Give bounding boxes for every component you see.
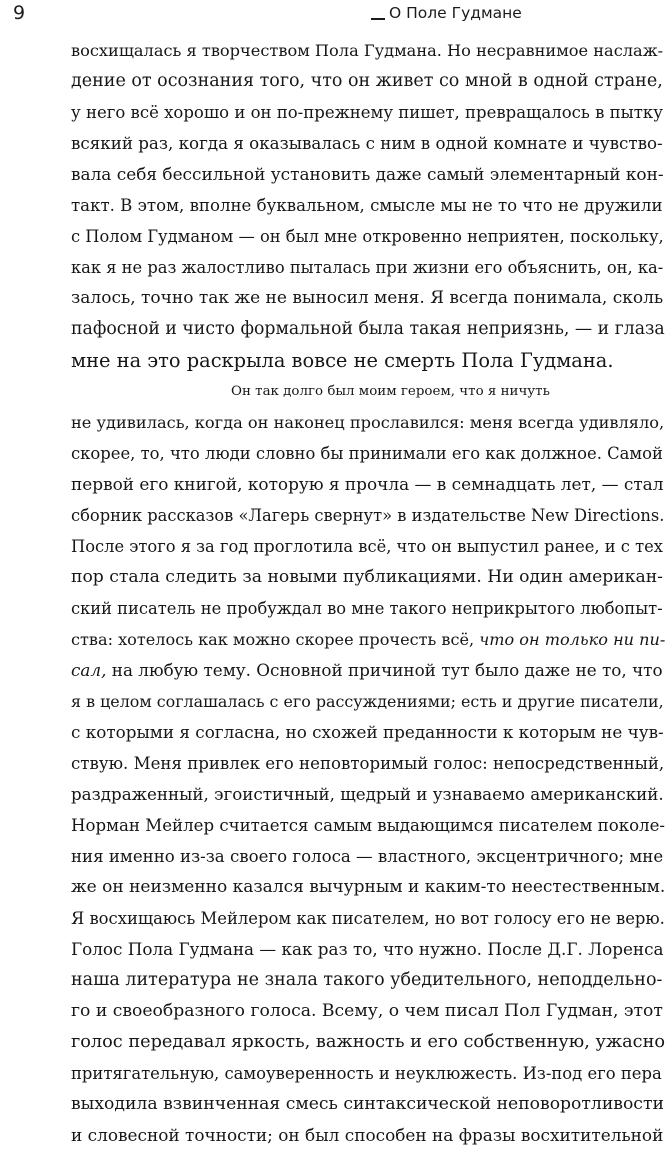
line-text: с которыми я согласна, но схожей преданности к которым не чув- xyxy=(71,722,664,742)
line-text: такт. В этом, вполне буквальном, смысле мы не то что не дружили xyxy=(71,196,663,215)
text-line xyxy=(71,593,665,624)
line-text: и словесной точности; он был способен на фразы восхитительной xyxy=(71,1125,664,1145)
text-line xyxy=(71,779,665,810)
text-line xyxy=(71,500,665,531)
line-text: же он неизменно казался вычурным и каким-то неестественным. xyxy=(71,877,666,897)
text-line xyxy=(71,1120,665,1151)
text-line xyxy=(71,376,665,407)
line-text: пафосной и чисто формальной была такая неприязнь, — и глаза xyxy=(71,319,665,339)
line-text: Норман Мейлер считается самым выдающимся писателем поколе- xyxy=(71,816,666,835)
line-text: ствую. Меня привлек его неповторимый голос: непосредственный, xyxy=(71,754,665,773)
text-line xyxy=(71,469,665,500)
text-line xyxy=(71,128,665,159)
line-text: с Полом Гудманом — он был мне откровенно неприятен, поскольку, xyxy=(71,227,664,246)
line-text: выходила взвинченная смесь синтаксической неповоротливости xyxy=(71,1094,664,1114)
text-line xyxy=(71,810,665,841)
text-line xyxy=(71,655,665,686)
line-text: наша литература не знала такого убедительного, неподдельно- xyxy=(71,970,663,990)
text-line xyxy=(71,531,665,562)
text-line xyxy=(71,97,665,128)
text-line xyxy=(71,221,665,252)
line-text: не удивилась, когда он наконец прославился: меня всегда удивляло, xyxy=(71,413,665,432)
text-line xyxy=(71,717,665,748)
line-text: ства: хотелось как можно скорее прочесть всё, xyxy=(71,630,480,649)
line-text: После этого я за год проглотила всё, что он выпустил ранее, и с тех xyxy=(71,537,663,556)
text-line xyxy=(71,903,665,934)
italic-text: сал, xyxy=(71,660,107,680)
line-text: у него всё хорошо и он по-прежнему пишет, превращалось в пытку xyxy=(71,103,663,122)
text-line xyxy=(71,686,665,717)
line-text: притягательную, самоуверенность и неуклюжесть. Из-под его пера xyxy=(71,1064,662,1083)
text-line xyxy=(71,407,665,438)
line-text: скорее, то, что люди словно бы принимали его как должное. Самой xyxy=(71,444,663,463)
text-line xyxy=(71,190,665,221)
text-line xyxy=(71,841,665,872)
text-line xyxy=(71,996,665,1027)
text-line xyxy=(71,1058,665,1089)
text-line xyxy=(71,345,665,376)
line-text: дение от осознания того, что он живет со мной в одной стране, xyxy=(71,71,663,91)
text-line xyxy=(71,624,665,655)
text-line xyxy=(71,934,665,965)
line-text: голос передавал яркость, важность и его собственную, ужасно xyxy=(71,1032,666,1052)
text-line xyxy=(71,252,665,283)
line-text: первой его книгой, которую я прочла — в семнадцать лет, — стал xyxy=(71,474,664,494)
line-text: Он так долго был моим героем, что я ничуть xyxy=(231,384,550,399)
text-line xyxy=(71,748,665,779)
text-line xyxy=(71,438,665,469)
text-line xyxy=(71,314,665,345)
line-text: как я не раз жалостливо пыталась при жизни его объяснить, он, ка- xyxy=(71,258,664,277)
line-text: раздраженный, эгоистичный, щедрый и узнаваемо американский. xyxy=(71,784,664,804)
text-line xyxy=(71,283,665,314)
line-text: Я восхищаюсь Мейлером как писателем, но вот голосу его не верю. xyxy=(71,909,665,928)
line-text: залось, точно так же не выносил меня. Я всегда понимала, сколь xyxy=(71,288,664,308)
text-line xyxy=(71,35,665,66)
line-text: Голос Пола Гудмана — как раз то, что нужно. После Д.Г. Лоренса xyxy=(71,939,664,959)
text-line xyxy=(71,1027,665,1058)
running-head-rule xyxy=(371,18,385,20)
text-line xyxy=(71,66,665,97)
text-line xyxy=(71,562,665,593)
line-text: на любую тему. Основной причиной тут было даже не то, что xyxy=(106,660,663,680)
line-text: ский писатель не пробуждал во мне такого неприкрытого любопыт- xyxy=(71,599,663,618)
line-text: мне на это раскрыла вовсе не смерть Пола Гудмана. xyxy=(71,349,614,372)
running-head-title: О Поле Гудмане xyxy=(389,4,522,22)
line-text: го и своеобразного голоса. Всему, о чем писал Пол Гудман, этот xyxy=(71,1001,663,1021)
italic-text: что он только ни пи- xyxy=(479,630,666,649)
text-line xyxy=(71,965,665,996)
line-text: ния именно из-за своего голоса — властного, эксцентричного; мне xyxy=(71,847,664,866)
line-text: я в целом соглашалась с его рассуждениями; есть и другие писатели, xyxy=(71,692,664,711)
line-text: вала себя бессильной установить даже самый элементарный кон- xyxy=(71,164,664,184)
line-text: пор стала следить за новыми публикациями. Ни один американ- xyxy=(71,567,663,587)
running-head xyxy=(371,2,522,24)
text-line xyxy=(71,872,665,903)
text-line xyxy=(71,1089,665,1120)
page-number: 9 xyxy=(13,2,26,24)
line-text: восхищалась я творчеством Пола Гудмана. Но несравнимое наслаж- xyxy=(71,41,664,60)
line-text: сборник рассказов «Лагерь свернут» в издательстве New Directions. xyxy=(71,506,665,525)
text-line xyxy=(71,159,665,190)
line-text: всякий раз, когда я оказывалась с ним в одной комнате и чувство- xyxy=(71,133,663,153)
body-text xyxy=(71,35,665,1151)
